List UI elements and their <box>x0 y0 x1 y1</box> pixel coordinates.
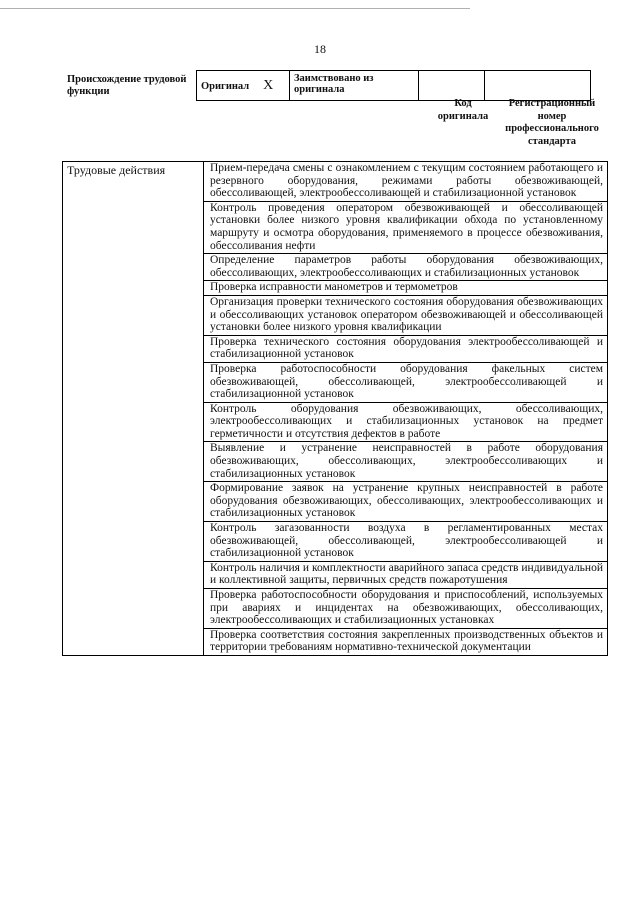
action-cell: Определение параметров работы оборудования обезвоживающих, обессоливающих, электрообессоливающих и стабилизационных установок <box>204 254 608 281</box>
origin-table <box>196 70 591 101</box>
original-label: Оригинал <box>201 80 250 92</box>
origin-borrowed-cell: Заимствовано из оригинала <box>290 71 419 101</box>
code-label: Код оригинала <box>437 98 489 122</box>
action-cell: Прием-передача смены с ознакомлением с текущим состоянием работающего и резервного оборудования, режимами работы обезвоживающей, обессоливающей, электрообессоливающей и стабилизационной установок <box>204 162 608 202</box>
original-mark: X <box>263 77 274 93</box>
row-label: Трудовые действия <box>63 162 204 656</box>
origin-reg-cell <box>485 71 591 101</box>
action-cell: Проверка соответствия состояния закрепленных производственных объектов и территории требованиям нормативно-технической документации <box>204 628 608 655</box>
page-number: 18 <box>314 42 326 56</box>
labor-actions-table <box>62 161 608 656</box>
action-cell: Контроль проведения оператором обезвоживающей и обессоливающей установки более низкого уровня квалификации обхода по установленному маршруту и осмотра оборудования, применяемого в процессе обезвоживания, обессоливания нефти <box>204 201 608 253</box>
action-cell: Проверка работоспособности оборудования факельных систем обезвоживающей, обессоливающей, электрообессоливающей и стабилизационной установок <box>204 362 608 402</box>
top-rule <box>0 8 470 9</box>
action-cell: Проверка исправности манометров и термометров <box>204 281 608 296</box>
origin-code-cell <box>419 71 485 101</box>
reg-number-label: Регистрационный номер профессионального стандарта <box>505 98 599 147</box>
action-cell: Формирование заявок на устранение крупных неисправностей в работе оборудования обезвоживающих, обессоливающих, электрообессоливающих и стабилизационных установок <box>204 482 608 522</box>
origin-label: Происхождение трудовой функции <box>67 74 187 97</box>
action-cell: Проверка технического состояния оборудования электрообессоливающей и стабилизационной установок <box>204 335 608 362</box>
action-cell: Проверка работоспособности оборудования и приспособлений, используемых при авариях и инцидентах на обезвоживающих, обессоливающих, электрообессоливающих и стабилизационных установках <box>204 589 608 629</box>
origin-original-cell <box>197 71 290 101</box>
action-cell: Контроль загазованности воздуха в регламентированных местах обезвоживающей, обессоливающей, электрообессоливающей и стабилизационной установок <box>204 522 608 562</box>
action-cell: Выявление и устранение неисправностей в работе оборудования обезвоживающих, обессоливающих, электрообессоливающих и стабилизационных установок <box>204 442 608 482</box>
action-cell: Организация проверки технического состояния оборудования обезвоживающих и обессоливающих установок оператором обезвоживающей и обессоливающей установки более низкого уровня квалификации <box>204 295 608 335</box>
action-cell: Контроль оборудования обезвоживающих, обессоливающих, электрообессоливающих и стабилизационных установок на предмет герметичности и отсутствия дефектов в работе <box>204 402 608 442</box>
action-cell: Контроль наличия и комплектности аварийного запаса средств индивидуальной и коллективной защиты, первичных средств пожаротушения <box>204 561 608 588</box>
